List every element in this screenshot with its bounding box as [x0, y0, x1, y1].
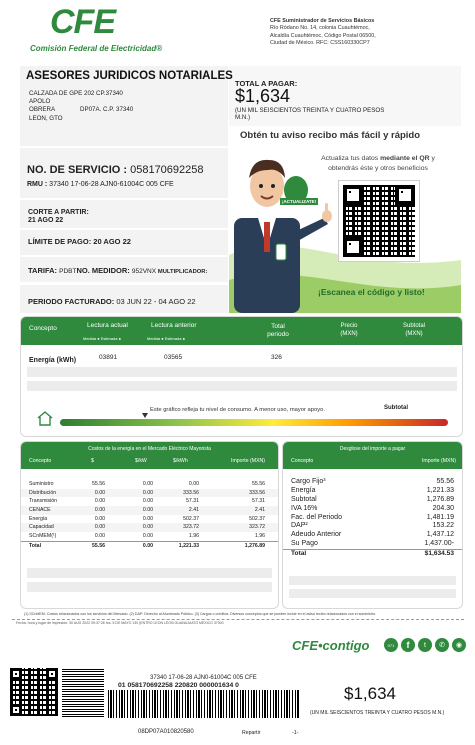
- breakdown-blank-row: [289, 576, 456, 585]
- market-costs-cell: 0.00: [94, 515, 105, 522]
- breakdown-amount: $1,634.53: [424, 550, 454, 558]
- readings-col-actual: Lectura actual: [87, 322, 128, 329]
- limit-label: LÍMITE DE PAGO:: [28, 237, 94, 246]
- breakdown-header-importe: Importe (MXN): [421, 458, 456, 464]
- breakdown-row: [283, 540, 462, 549]
- breakdown-amount: 1,276.89: [426, 495, 454, 503]
- rmu: [27, 181, 174, 188]
- breakdown-amount: 1,481.19: [426, 513, 454, 521]
- total-amount: $1,634: [235, 86, 291, 106]
- breakdown-concept: Cargo Fijo³: [291, 478, 326, 485]
- issuer-info: [270, 18, 376, 48]
- service-number-label: NO. DE SERVICIO :: [27, 164, 131, 176]
- 071-icon[interactable]: 071: [384, 638, 398, 652]
- breakdown-amount: 153.22: [432, 522, 454, 530]
- market-costs-cell: 0.00: [94, 524, 105, 531]
- tariff-line: [28, 266, 207, 275]
- cfe-logo: [30, 3, 163, 56]
- mc-header: $/kWh: [173, 458, 188, 464]
- consumption-level-marker: [142, 413, 148, 418]
- issuer-line: Río Ródano No. 14, colonia Cuauhtémoc,: [270, 25, 370, 32]
- market-costs-cell: Suministro: [29, 481, 54, 487]
- market-costs-row: [21, 532, 278, 541]
- market-costs-cell: 0.00: [94, 507, 105, 514]
- market-costs-cell: 55.56: [252, 481, 265, 487]
- multiplicador-label: MULTIPLICADOR:: [157, 269, 208, 275]
- readings-blank-row: [27, 381, 457, 391]
- limit-date: [28, 237, 131, 246]
- readings-col-anterior: Lectura anterior: [151, 322, 197, 329]
- market-costs-cell: 1,221.33: [178, 542, 199, 549]
- market-costs-cell: CENACE: [29, 507, 51, 514]
- breakdown-row: [283, 514, 462, 523]
- consumption-gradient-bar: [60, 419, 448, 426]
- footnotes: (1) SCnMEM: Costos relacionados con los servicios del Mercado. (2) DAP: Derecho al Alumbrado Público. (3) Cargos o créditos: Diversos conceptos que se pueden incluir en el aviso recibo relacionados con el suministro.: [24, 612, 376, 616]
- market-costs-cell: 1.96: [188, 533, 199, 540]
- market-costs-cell: 0.00: [142, 481, 153, 487]
- market-costs-cell: 55.56: [92, 481, 105, 487]
- market-costs-blank-row: [27, 582, 272, 592]
- market-costs-row: [21, 480, 278, 489]
- cut-line: [12, 619, 464, 620]
- address-line: APOLO: [29, 98, 51, 106]
- market-costs-row: [21, 515, 278, 524]
- address-line: CALZADA DE GPE 202 CP.37340: [29, 90, 123, 97]
- reading-total: 326: [271, 354, 282, 361]
- stub-barcode: [108, 690, 300, 718]
- readings-col-total: Total periodo: [267, 323, 289, 338]
- breakdown-amount: 1,221.33: [426, 486, 454, 494]
- market-costs-cell: 1.96: [254, 533, 265, 540]
- print-line: Fecha, hora y lugar de impresión: 30 AUG 2022 09:37:26 hrs. 5 DE MAYO 130 (ENTRO LEON LEON GUANAJUATO MEXICO 37000: [16, 621, 224, 625]
- qr-finder: [343, 185, 363, 205]
- address-line: OBRERA: [29, 106, 56, 114]
- tarifa-label: TARIFA:: [28, 266, 60, 275]
- breakdown-concept: Energía: [291, 486, 316, 494]
- market-costs-cell: 333.56: [249, 489, 265, 496]
- market-costs-cell: 2.41: [188, 507, 199, 514]
- medidor-value: 952VNX: [131, 268, 157, 275]
- market-costs-cell: Transmisión: [29, 498, 58, 505]
- legend-medida: Medida: [147, 336, 161, 341]
- promo-text-2: y obtendrás éste y otros beneficios: [328, 155, 435, 172]
- update-badge-label: ¡ACTUALIZATE!: [282, 199, 317, 204]
- promo-qr-code: [338, 180, 420, 262]
- market-costs-row: [21, 497, 278, 506]
- breakdown-amount: 204.30: [432, 504, 454, 512]
- market-costs-cell: 0.00: [142, 515, 153, 522]
- consumption-caption: Este gráfico refleja tu nivel de consumo. A menor uso, mayor apoyo.: [150, 407, 325, 413]
- legend-estimada: Estimada: [164, 336, 182, 341]
- cfe-logo-text: CFE: [50, 3, 115, 41]
- market-costs-total-row: [21, 541, 278, 551]
- mc-header: $: [91, 458, 94, 464]
- market-costs-cell: 0.00: [142, 507, 153, 514]
- stub-reparto: Repartir: [242, 730, 261, 736]
- reading-actual: 03891: [99, 354, 118, 361]
- rmu-value: 37340 17-06-28 AJN0-61004C 005 CFE: [49, 181, 174, 188]
- address-extra: DP07A. C.P. 37340: [80, 106, 134, 113]
- reading-concept: Energía (kWh): [29, 357, 77, 364]
- market-costs-cell: 0.00: [188, 481, 199, 487]
- breakdown-amount: 55.56: [436, 478, 454, 485]
- breakdown-concept: Adeudo Anterior: [291, 531, 342, 539]
- readings-legend: Medida ● Estimada ●: [147, 336, 185, 341]
- customer-name: ASESORES JURIDICOS NOTARIALES: [26, 70, 233, 82]
- market-costs-cell: 0.00: [142, 489, 153, 496]
- breakdown-concept: IVA 16%: [291, 504, 318, 512]
- breakdown-concept: Fac. del Periodo: [291, 513, 342, 521]
- readings-blank-row: [27, 367, 457, 377]
- market-costs-cell: SCnMEM(¹): [29, 533, 57, 540]
- facebook-icon[interactable]: f: [401, 638, 415, 652]
- tarifa-value: PDBT: [59, 268, 77, 275]
- market-costs-cell: 0.00: [94, 489, 105, 496]
- market-costs-cell: 55.56: [92, 542, 105, 549]
- readings-col-subtotal: Subtotal (MXN): [402, 323, 426, 337]
- market-costs-cell: 502.37: [249, 515, 265, 522]
- qr-finder: [343, 237, 363, 257]
- market-costs-cell: 333.56: [183, 489, 199, 496]
- breakdown-title: Desglose del importe a pagar: [339, 446, 406, 452]
- market-costs-cell: Distribución: [29, 489, 57, 496]
- issuer-line: Ciudad de México. RFC: CSS160330CP7: [270, 40, 370, 47]
- mc-header: Importe (MXN): [231, 458, 266, 464]
- medidor-label: NO. MEDIDOR:: [76, 266, 132, 275]
- rmu-label: RMU :: [27, 181, 50, 188]
- breakdown-row: [283, 531, 462, 540]
- billing-period: [28, 297, 196, 306]
- market-costs-cell: Energía: [29, 515, 48, 522]
- social-icons: [384, 638, 466, 652]
- market-costs-rows: [21, 480, 278, 551]
- breakdown-header-concepto: Concepto: [291, 458, 314, 464]
- readings-legend: Medida ● Estimada ●: [83, 336, 121, 341]
- breakdown-concept: Su Pago: [291, 540, 318, 548]
- breakdown-row: [283, 505, 462, 514]
- mc-header: Concepto: [29, 458, 52, 464]
- market-costs-cell: 0.00: [94, 498, 105, 505]
- market-costs-cell: 57.31: [252, 498, 265, 505]
- market-costs-cell: Capacidad: [29, 524, 54, 531]
- whatsapp-icon[interactable]: ✆: [435, 638, 449, 652]
- qr-finder: [395, 185, 415, 205]
- promo-text-1: Actualiza tus datos: [321, 155, 381, 162]
- market-costs-cell: 323.72: [249, 524, 265, 531]
- twitter-icon[interactable]: t: [418, 638, 432, 652]
- qr-finder: [10, 704, 22, 716]
- stub-amount: $1,634: [344, 684, 396, 703]
- address-line: LEON, GTO: [29, 114, 63, 122]
- readings-row: [21, 351, 462, 362]
- breakdown-blank-row: [289, 589, 456, 598]
- breakdown-concept: Subtotal: [291, 495, 317, 503]
- breakdown-row: [283, 496, 462, 505]
- period-label: PERIODO FACTURADO:: [28, 297, 117, 306]
- market-costs-title: Costos de la energía en el Mercado Eléctrico Mayorista: [88, 446, 211, 452]
- market-costs-cell: 1,276.89: [244, 542, 265, 549]
- promo-character-illustration: [232, 148, 332, 313]
- market-costs-cell: 0.00: [94, 533, 105, 540]
- legend-medida: Medida: [83, 336, 97, 341]
- cfe-logo-subtitle: Comisión Federal de Electricidad®: [30, 44, 163, 53]
- breakdown-amount: 1,437.00-: [424, 540, 454, 548]
- market-costs-cell: 0.00: [142, 533, 153, 540]
- market-costs-row: [21, 489, 278, 498]
- breakdown-concept: DAP²: [291, 522, 308, 530]
- promo-title: Obtén tu aviso recibo más fácil y rápido: [240, 130, 421, 141]
- total-label: TOTAL A PAGAR:: [235, 79, 298, 88]
- market-costs-row: [21, 506, 278, 515]
- breakdown-rows: [283, 478, 462, 559]
- market-costs-cell: 57.31: [186, 498, 199, 505]
- breakdown-concept: Total: [291, 550, 307, 558]
- consumption-subtotal-label: Subtotal: [384, 405, 408, 411]
- market-costs-cell: 502.37: [183, 515, 199, 522]
- breakdown-total-row: [283, 549, 462, 559]
- breakdown-row: [283, 478, 462, 487]
- market-costs-cell: Total: [29, 542, 42, 549]
- stub-qr-code: [10, 668, 58, 716]
- mc-header: $/kW: [135, 458, 147, 464]
- service-number: [27, 164, 204, 176]
- readings-col-concepto: Concepto: [29, 325, 57, 332]
- cfe-contigo-logo: CFE•contigo: [292, 638, 370, 653]
- location-icon[interactable]: ◉: [452, 638, 466, 652]
- stub-amount-words: (UN MIL SEISCIENTOS TREINTA Y CUATRO PESOS M.N.): [310, 710, 445, 716]
- limit-value: 20 AGO 22: [93, 237, 131, 246]
- service-number-value: 058170692258: [130, 164, 204, 176]
- house-icon: [36, 409, 54, 427]
- total-amount-words: (UN MIL SEISCIENTOS TREINTA Y CUATRO PESOS M.N.): [235, 107, 385, 121]
- market-costs-cell: 2.41: [254, 507, 265, 514]
- issuer-line: CFE Suministrador de Servicios Básicos: [270, 18, 375, 24]
- market-costs-cell: 0.00: [142, 542, 153, 549]
- stub-side-barcode: [62, 667, 104, 717]
- cut-label: CORTE A PARTIR:: [28, 209, 89, 216]
- cut-value: 21 AGO 22: [28, 217, 64, 224]
- readings-col-precio: Precio (MXN): [340, 323, 358, 337]
- promo-cta: ¡Escanea el código y listo!: [318, 287, 425, 297]
- market-costs-row: [21, 523, 278, 532]
- stub-code-line: 01 058170692258 220820 000001634 0: [118, 682, 239, 689]
- market-costs-blank-row: [27, 568, 272, 578]
- stub-page: -1-: [292, 730, 299, 736]
- breakdown-row: [283, 487, 462, 496]
- market-costs-cell: 0.00: [142, 498, 153, 505]
- breakdown-row: [283, 522, 462, 531]
- stub-bottom-code: 08DP07A010820580: [138, 729, 194, 735]
- period-value: 03 JUN 22 - 04 AGO 22: [116, 297, 196, 306]
- legend-estimada: Estimada: [100, 336, 118, 341]
- breakdown-box: [282, 441, 463, 609]
- market-costs-cell: 323.72: [183, 524, 199, 531]
- stub-rmu: 37340 17-06-28 AJN0-61004C 005 CFE: [150, 675, 257, 681]
- breakdown-amount: 1,437.12: [426, 531, 454, 539]
- market-costs-cell: 0.00: [142, 524, 153, 531]
- reading-anterior: 03565: [164, 354, 183, 361]
- promo-text-bold: mediante el QR: [380, 155, 430, 162]
- issuer-line: Alcaldía Cuauhtémoc, Código Postal 06500,: [270, 32, 376, 39]
- market-costs-box: [20, 441, 279, 609]
- qr-finder: [10, 668, 22, 680]
- qr-finder: [46, 668, 58, 680]
